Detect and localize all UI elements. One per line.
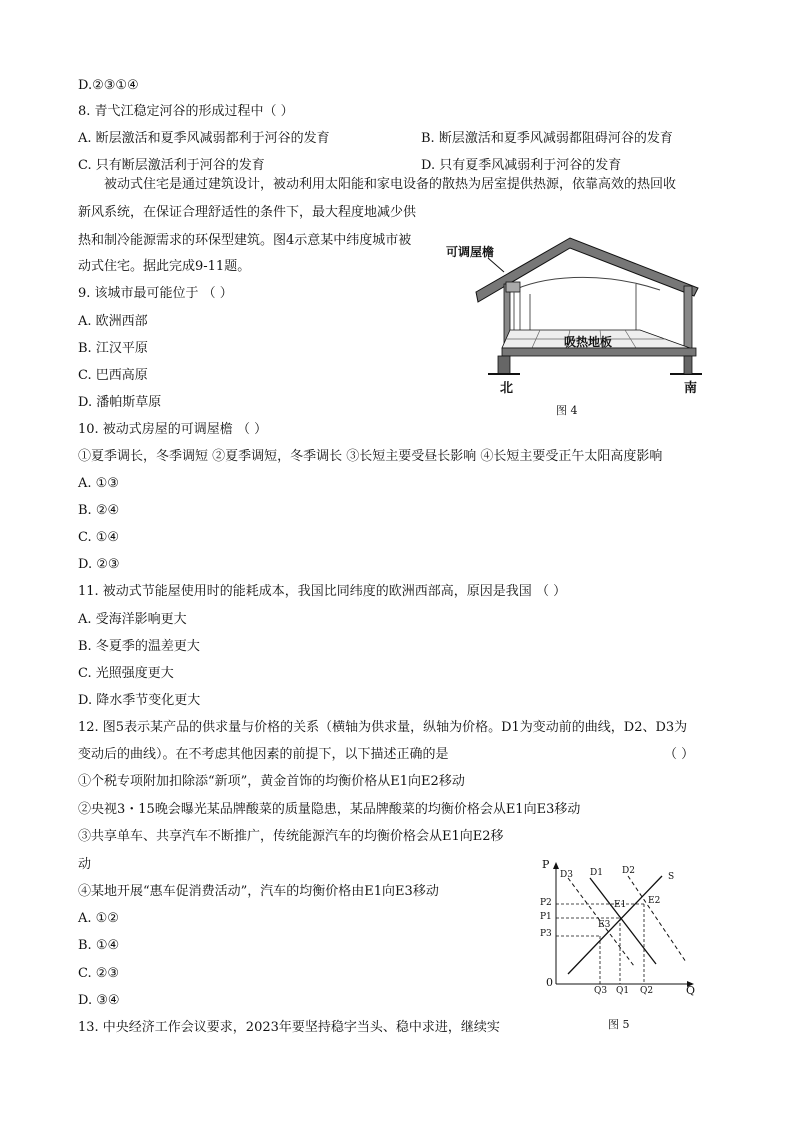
question-12: 12. 图5表示某产品的供求量与价格的关系（横轴为供求量，纵轴为价格。D1为变动前的曲线，D2、D3为 — [78, 720, 688, 735]
q11-option-a: A. 受海洋影响更大 — [78, 612, 187, 627]
q10-option-c: C. ①④ — [78, 530, 120, 545]
q1-label: Q1 — [616, 986, 630, 996]
q12-option-d: D. ③④ — [78, 993, 120, 1008]
option-d-prev: D.②③①④ — [78, 78, 139, 93]
passage-line-2: 新风系统，在保证合理舒适性的条件下，最大程度地减少供 — [78, 205, 417, 220]
figure-4-house-diagram — [440, 230, 720, 430]
q9-option-b: B. 江汉平原 — [78, 341, 148, 356]
figure-5-supply-demand-chart — [530, 858, 700, 1003]
q12-statement-3-cont: 动 — [78, 857, 92, 872]
q8-option-d: D. 只有夏季风减弱利于河谷的发育 — [421, 158, 622, 173]
q12-statement-3: ③共享单车、共享汽车不断推广，传统能源汽车的均衡价格会从E1向E2移 — [78, 829, 504, 844]
q12-statement-1: ①个税专项附加扣除添“新项”，黄金首饰的均衡价格从E1向E2移动 — [78, 774, 465, 789]
q12-statement-2: ②央视3・15晚会曝光某品牌酸菜的质量隐患，某品牌酸菜的均衡价格会从E1向E3移动 — [78, 802, 581, 817]
e1-label: E1 — [614, 900, 627, 910]
q11-option-d: D. 降水季节变化更大 — [78, 693, 201, 708]
floor-label: 吸热地板 — [564, 335, 613, 349]
question-13: 13. 中央经济工作会议要求，2023年要坚持稳字当头、稳中求进，继续实 — [78, 1020, 500, 1035]
q9-option-a: A. 欧洲西部 — [78, 314, 148, 329]
q10-option-a: A. ①③ — [78, 476, 119, 491]
s-label: S — [668, 872, 675, 882]
q2-label: Q2 — [640, 986, 654, 996]
question-12-cont: 变动后的曲线）。在不考虑其他因素的前提下，以下描述正确的是 — [78, 747, 449, 762]
passage-line-1: 被动式住宅是通过建筑设计，被动利用太阳能和家电设备的散热为居室提供热源，依靠高效的热回收 — [104, 177, 677, 192]
q12-statement-4: ④某地开展“惠车促消费活动”，汽车的均衡价格由E1向E3移动 — [78, 884, 439, 899]
q9-option-d: D. 潘帕斯草原 — [78, 395, 162, 410]
question-8: 8. 青弋江稳定河谷的形成过程中（ ） — [78, 104, 294, 119]
question-12-blank: （ ） — [664, 747, 695, 762]
q12-option-b: B. ①④ — [78, 938, 120, 953]
q3-label: Q3 — [594, 986, 608, 996]
question-11: 11. 被动式节能屋使用时的能耗成本，我国比同纬度的欧洲西部高，原因是我国 （ ） — [78, 584, 567, 599]
q12-option-a: A. ①② — [78, 911, 119, 926]
figure-5-caption: 图 5 — [608, 1018, 630, 1031]
question-10: 10. 被动式房屋的可调屋檐 （ ） — [78, 422, 268, 437]
d1-label: D1 — [590, 868, 603, 878]
question-9: 9. 该城市最可能位于 （ ） — [78, 286, 233, 301]
south-label: 南 — [684, 381, 698, 396]
q12-option-c: C. ②③ — [78, 966, 120, 981]
e2-label: E2 — [648, 896, 661, 906]
q11-option-b: B. 冬夏季的温差更大 — [78, 639, 200, 654]
passage-line-4: 动式住宅。据此完成9-11题。 — [78, 259, 251, 274]
q10-statements: ①夏季调长，冬季调短 ②夏季调短，冬季调长 ③长短主要受昼长影响 ④长短主要受正午太阳高度影响 — [78, 449, 663, 464]
origin-label: 0 — [546, 976, 553, 989]
q8-option-b: B. 断层激活和夏季风减弱都阻碍河谷的发育 — [421, 131, 673, 146]
d3-label: D3 — [560, 870, 573, 880]
p-axis-label: P — [542, 858, 550, 871]
q10-option-d: D. ②③ — [78, 557, 120, 572]
figure-4-caption: 图 4 — [556, 404, 578, 417]
q10-option-b: B. ②④ — [78, 503, 120, 518]
q8-option-c: C. 只有断层激活利于河谷的发育 — [78, 158, 265, 173]
q9-option-c: C. 巴西高原 — [78, 368, 148, 383]
eave-label: 可调屋檐 — [446, 245, 495, 259]
p1-label: P1 — [540, 912, 552, 922]
p2-label: P2 — [540, 898, 552, 908]
d2-label: D2 — [622, 866, 635, 876]
e3-label: E3 — [598, 920, 611, 930]
q8-option-a: A. 断层激活和夏季风减弱都利于河谷的发育 — [78, 131, 330, 146]
q-axis-label: Q — [686, 984, 696, 997]
p3-label: P3 — [540, 929, 552, 939]
passage-line-3: 热和制冷能源需求的环保型建筑。图4示意某中纬度城市被 — [78, 233, 412, 248]
north-label: 北 — [500, 381, 514, 396]
q11-option-c: C. 光照强度更大 — [78, 666, 174, 681]
